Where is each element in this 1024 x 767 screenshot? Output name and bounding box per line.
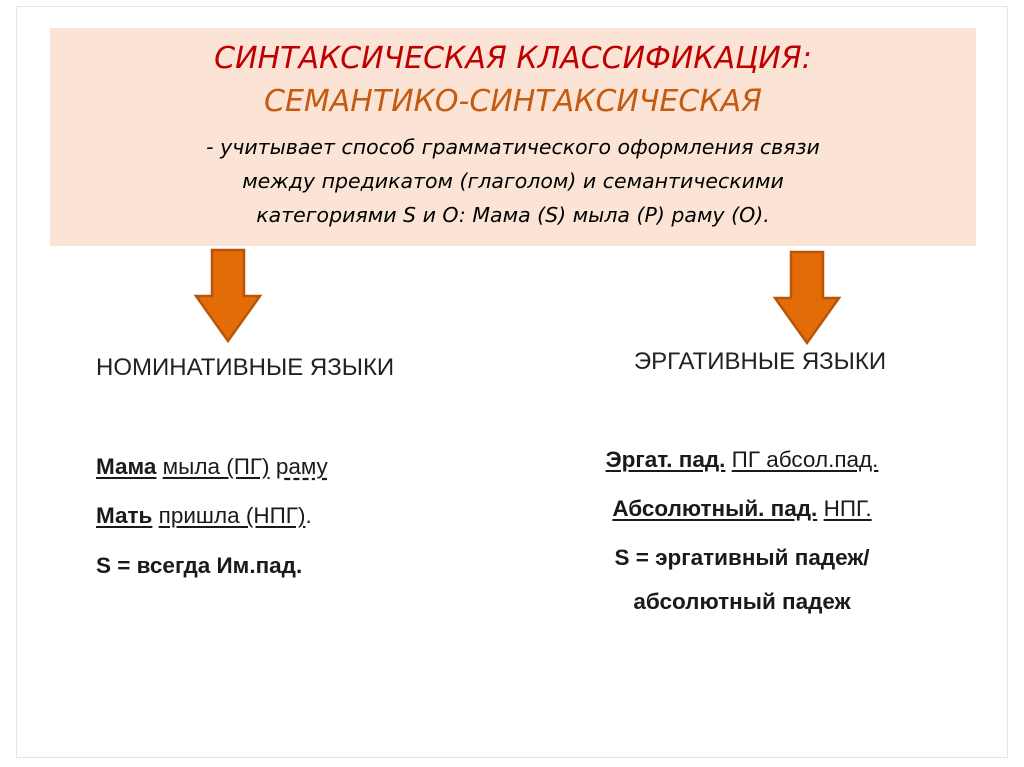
description-line-1: - учитывает способ грамматического оформления связи <box>206 135 820 159</box>
description-line-3: категориями S и O: Мама (S) мыла (P) раму (O). <box>256 203 770 227</box>
header-box <box>50 28 976 246</box>
slide-title: СИНТАКСИЧЕСКАЯ КЛАССИФИКАЦИЯ: <box>214 41 812 76</box>
ergative-line-1-rest: ПГ абсол.пад. <box>731 447 879 472</box>
nominative-example-2 <box>96 503 312 529</box>
period: . <box>305 503 312 528</box>
ergative-rule-line-2: абсолютный падеж <box>633 589 851 614</box>
nominative-example-1 <box>96 454 328 480</box>
ergative-case: Эргат. пад. <box>605 447 726 472</box>
ergative-line-1 <box>512 447 972 473</box>
example-object: раму <box>275 454 328 479</box>
ergative-rule-line-1: S = эргативный падеж/ <box>614 545 870 570</box>
ergative-heading-text: ЭРГАТИВНЫЕ ЯЗЫКИ <box>633 348 887 375</box>
ergative-line-2 <box>512 496 972 522</box>
absolutive-case: Абсолютный. пад. <box>612 496 818 521</box>
description-line-2: между предикатом (глаголом) и семантическими <box>242 169 784 193</box>
nominative-heading: НОМИНАТИВНЫЕ ЯЗЫКИ <box>96 354 395 381</box>
down-arrow-icon <box>193 248 263 344</box>
nominative-rule: S = всегда Им.пад. <box>96 553 303 578</box>
down-arrow-icon <box>772 250 842 346</box>
ergative-line-2-rest: НПГ. <box>823 496 872 521</box>
slide-subtitle: СЕМАНТИКО-СИНТАКСИЧЕСКАЯ <box>264 84 762 119</box>
example-subject: Мать <box>96 503 153 528</box>
example-subject: Мама <box>96 454 157 479</box>
ergative-heading <box>0 348 1024 376</box>
example-verb: мыла (ПГ) <box>162 454 270 479</box>
example-verb: пришла (НПГ) <box>158 503 306 528</box>
